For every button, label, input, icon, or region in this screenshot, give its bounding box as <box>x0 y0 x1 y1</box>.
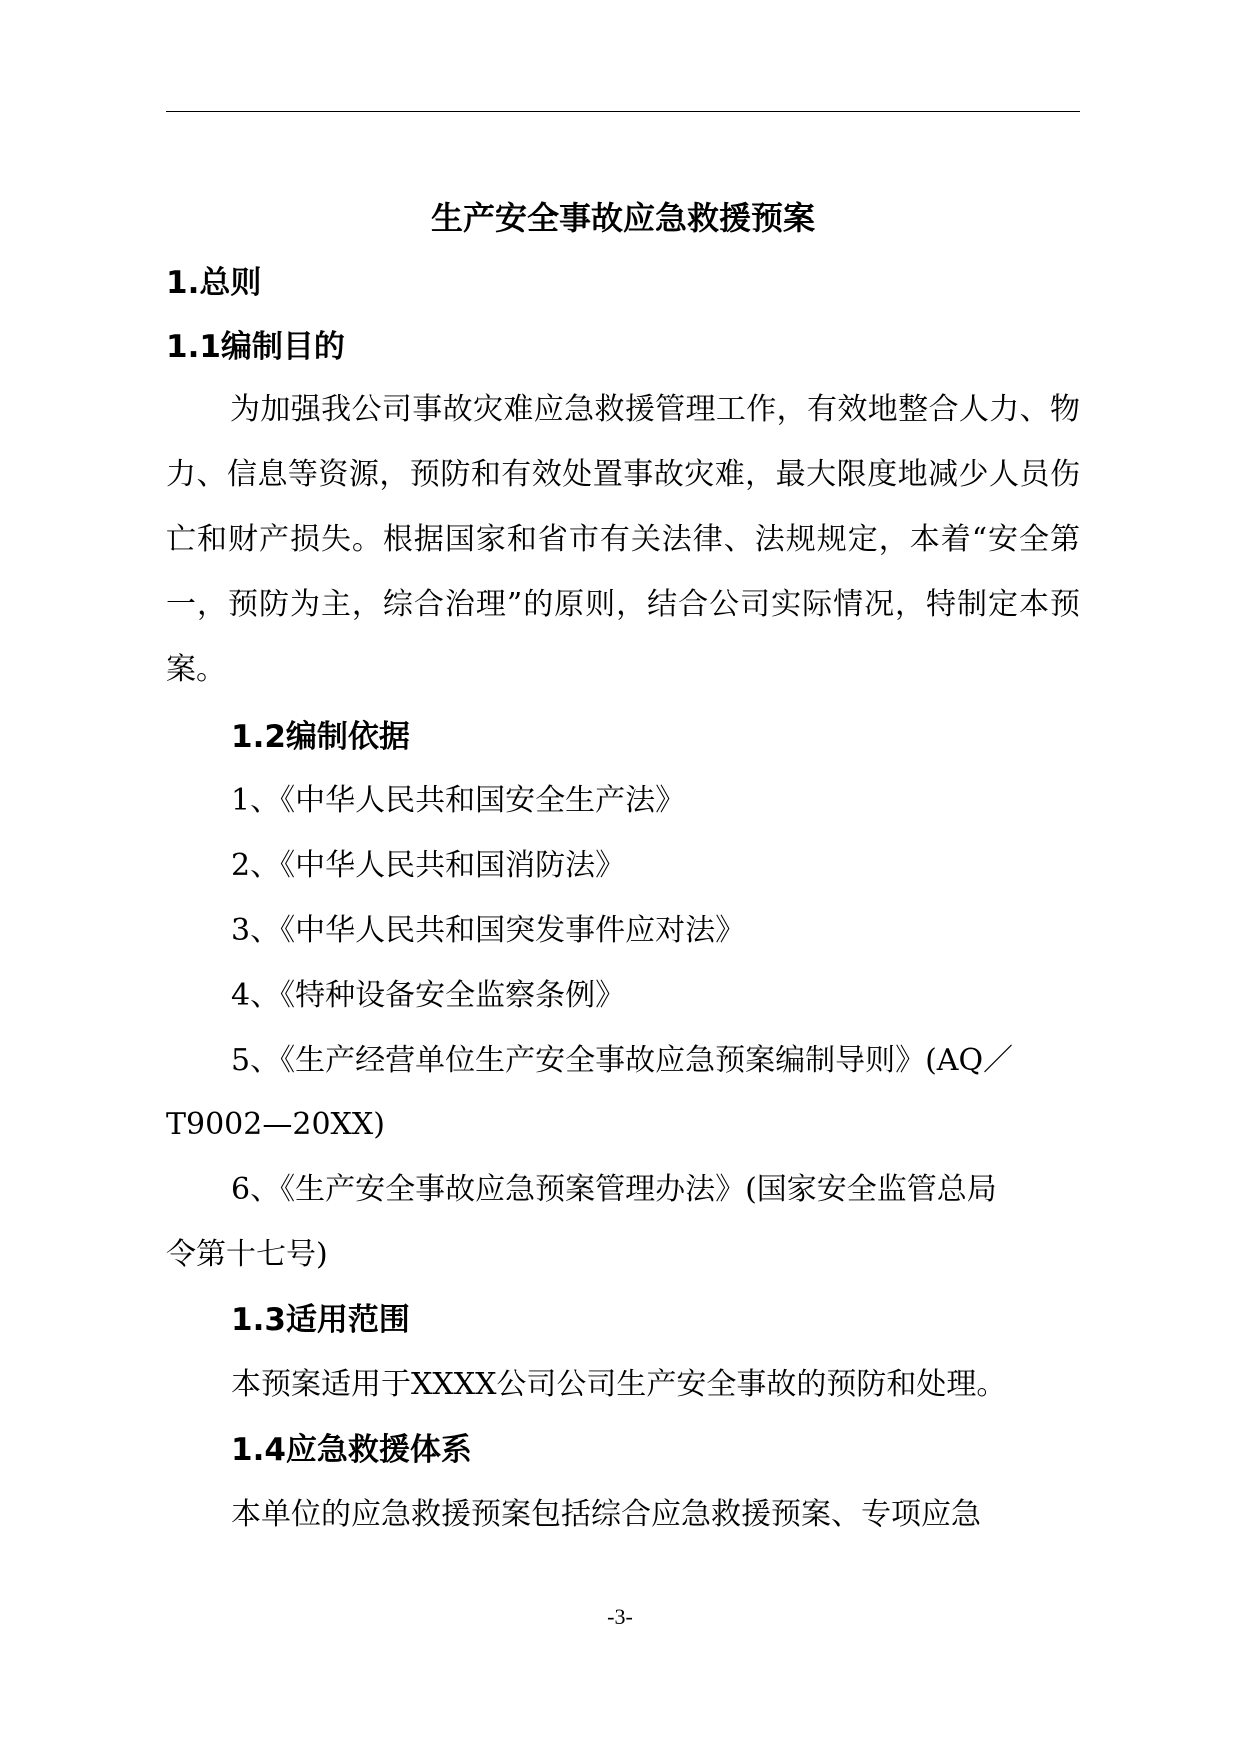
basis-item-4: 4、《特种设备安全监察条例》 <box>231 978 626 1013</box>
subsection-heading-purpose: 1.1编制目的 <box>166 329 345 365</box>
subsection-heading-scope: 1.3适用范围 <box>231 1302 410 1338</box>
basis-item-1: 1、《中华人民共和国安全生产法》 <box>231 783 686 818</box>
header-rule <box>166 111 1080 112</box>
section-heading-general: 1.总则 <box>166 265 262 301</box>
basis-item-6-line-1: 6、《生产安全事故应急预案管理办法》(国家安全监管总局 <box>231 1172 997 1207</box>
basis-item-3: 3、《中华人民共和国突发事件应对法》 <box>231 913 746 948</box>
scope-paragraph: 本预案适用于XXXX公司公司生产安全事故的预防和处理。 <box>231 1367 1007 1402</box>
subsection-heading-basis: 1.2编制依据 <box>231 719 410 755</box>
subsection-heading-emergency-system: 1.4应急救援体系 <box>231 1432 472 1468</box>
basis-item-6-line-2: 令第十七号) <box>166 1237 328 1272</box>
page-number: -3- <box>607 1604 633 1629</box>
basis-item-2: 2、《中华人民共和国消防法》 <box>231 848 626 883</box>
basis-item-5-line-2: T9002—20XX) <box>166 1107 385 1142</box>
page-title: 生产安全事故应急救援预案 <box>430 199 815 237</box>
purpose-paragraph: 为加强我公司事故灾难应急救援管理工作，有效地整合人力、物力、信息等资源，预防和有效处置事故灾难，最大限度地减少人员伤亡和财产损失。根据国家和省市有关法律、法规规定，本着“安全第一，预防为主，综合治理”的原则，结合公司实际情况，特制定本预案。 <box>166 392 1080 687</box>
emergency-system-paragraph: 本单位的应急救援预案包括综合应急救援预案、专项应急 <box>231 1497 981 1532</box>
basis-item-5-line-1: 5、《生产经营单位生产安全事故应急预案编制导则》(AQ／ <box>231 1043 1014 1078</box>
